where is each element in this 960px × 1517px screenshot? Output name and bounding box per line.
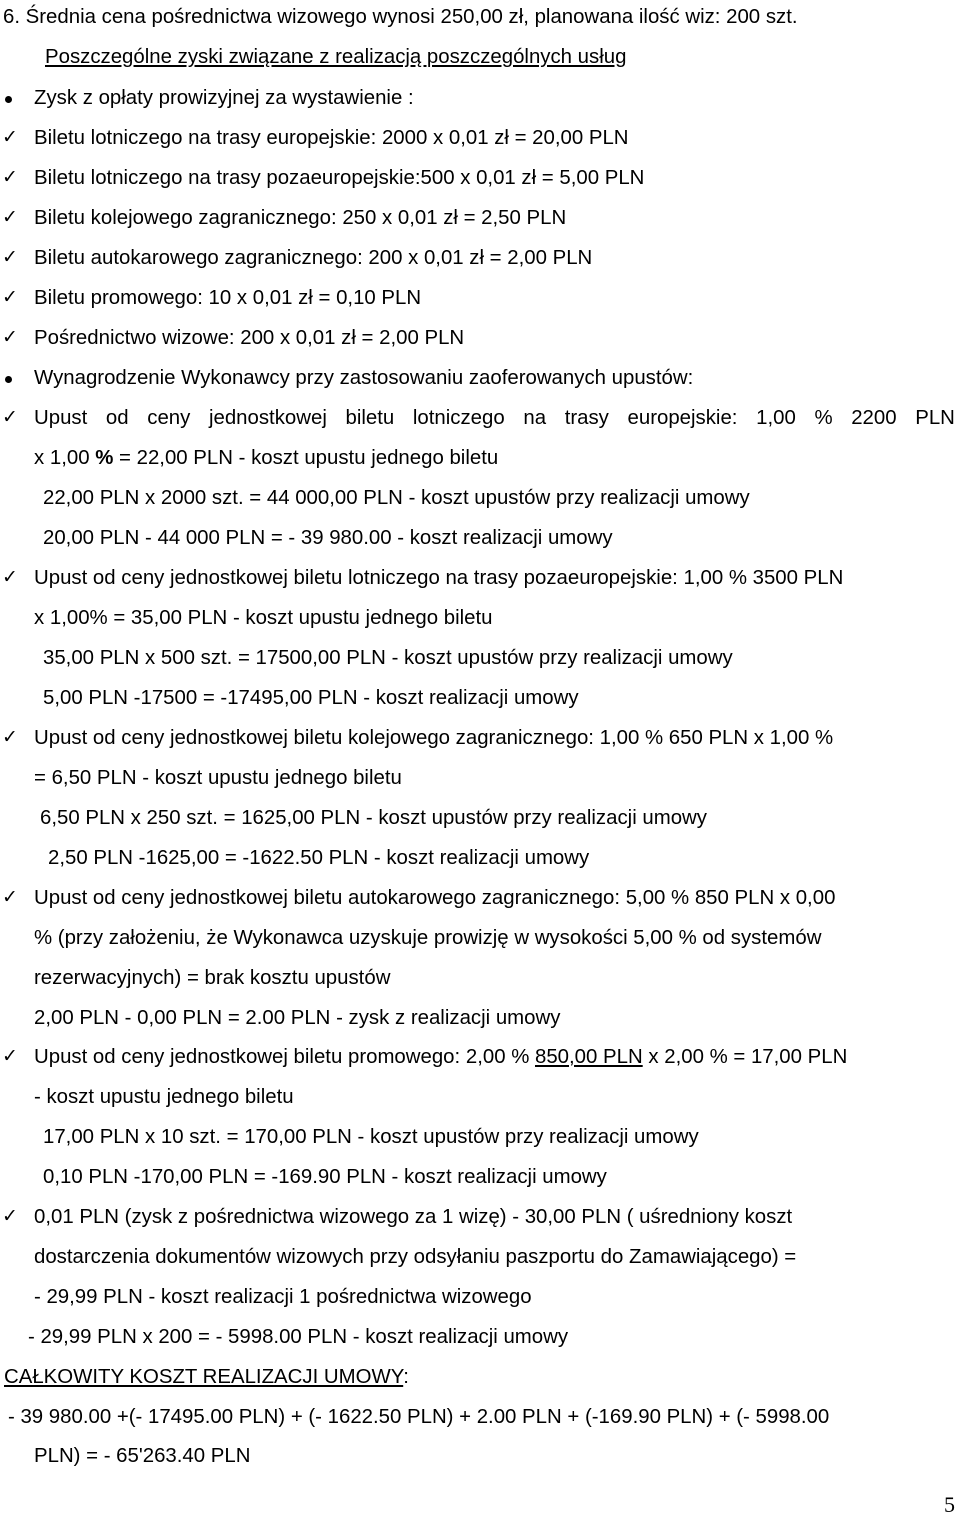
discount-line: Upust od ceny jednostkowej biletu kolejowego zagranicznego: 1,00 % 650 PLN x 1,00 % <box>34 727 834 749</box>
discount-line: Upust od ceny jednostkowej biletu lotniczego na trasy pozaeuropejskie: 1,00 % 3500 PLN <box>34 567 844 589</box>
discount-line: % (przy założeniu, że Wykonawca uzyskuje prowizję w wysokości 5,00 % od systemów <box>34 927 822 949</box>
text-fragment: Upust od ceny jednostkowej biletu promowego: 2,00 % <box>34 1046 535 1068</box>
visa-line: - 29,99 PLN x 200 = - 5998.00 PLN - koszt realizacji umowy <box>28 1326 569 1348</box>
page-number: 5 <box>944 1492 955 1517</box>
check-mark-icon: ✓ <box>2 166 18 188</box>
discount-line: 5,00 PLN -17500 = -17495,00 PLN - koszt realizacji umowy <box>43 687 579 709</box>
word: PLN <box>915 407 955 429</box>
discount-line: 17,00 PLN x 10 szt. = 170,00 PLN - koszt upustów przy realizacji umowy <box>43 1126 699 1148</box>
discount-line: 35,00 PLN x 500 szt. = 17500,00 PLN - koszt upustów przy realizacji umowy <box>43 647 733 669</box>
remuneration-title: Wynagrodzenie Wykonawcy przy zastosowaniu zaoferowanych upustów: <box>34 367 694 389</box>
word: europejskie: <box>627 407 738 429</box>
total-colon: : <box>403 1366 409 1388</box>
commission-title: Zysk z opłaty prowizyjnej za wystawienie : <box>34 87 414 109</box>
check-mark-icon: ✓ <box>2 1205 18 1227</box>
word: trasy <box>564 407 609 429</box>
bullet-icon <box>5 96 12 103</box>
commission-item: Pośrednictwo wizowe: 200 x 0,01 zł = 2,00 PLN <box>34 327 465 349</box>
total-result: PLN) = - 65'263.40 PLN <box>34 1445 251 1467</box>
word: biletu <box>345 407 395 429</box>
discount-line: x 1,00% = 35,00 PLN - koszt upustu jednego biletu <box>34 607 493 629</box>
discount-line: rezerwacyjnych) = brak kosztu upustów <box>34 967 391 989</box>
text-fragment: x 1,00 <box>34 447 96 469</box>
check-mark-icon: ✓ <box>2 326 18 348</box>
discount-line: = 6,50 PLN - koszt upustu jednego biletu <box>34 767 402 789</box>
word: Upust <box>34 407 88 429</box>
discount-line <box>34 1047 847 1067</box>
word: % <box>814 407 833 429</box>
visa-line: - 29,99 PLN - koszt realizacji 1 pośrednictwa wizowego <box>34 1286 532 1308</box>
word: na <box>523 407 547 429</box>
word: lotniczego <box>412 407 505 429</box>
discount-line <box>34 408 955 428</box>
visa-line: dostarczenia dokumentów wizowych przy odsyłaniu paszportu do Zamawiającego) = <box>34 1246 797 1268</box>
check-mark-icon: ✓ <box>2 286 18 308</box>
check-mark-icon: ✓ <box>2 1045 18 1067</box>
word: jednostkowej <box>208 407 327 429</box>
bullet-icon <box>5 376 12 383</box>
discount-line: - koszt upustu jednego biletu <box>34 1086 294 1108</box>
text-fragment: x 2,00 % = 17,00 PLN <box>642 1046 848 1068</box>
text-fragment: = 22,00 PLN - koszt upustu jednego biletu <box>113 447 499 469</box>
check-mark-icon: ✓ <box>2 726 18 748</box>
word: od <box>105 407 129 429</box>
page-heading: 6. Średnia cena pośrednictwa wizowego wynosi 250,00 zł, planowana ilość wiz: 200 szt. <box>3 6 798 28</box>
discount-line: 22,00 PLN x 2000 szt. = 44 000,00 PLN - koszt upustów przy realizacji umowy <box>43 487 750 509</box>
visa-line: 0,01 PLN (zysk z pośrednictwa wizowego za 1 wizę) - 30,00 PLN ( uśredniony koszt <box>34 1206 793 1228</box>
section-subheading: Poszczególne zyski związane z realizacją poszczególnych usług <box>45 46 627 68</box>
word: ceny <box>147 407 191 429</box>
discount-line: 0,10 PLN -170,00 PLN = -169.90 PLN - koszt realizacji umowy <box>43 1166 607 1188</box>
check-mark-icon: ✓ <box>2 886 18 908</box>
commission-item: Biletu lotniczego na trasy pozaeuropejskie:500 x 0,01 zł = 5,00 PLN <box>34 167 645 189</box>
check-mark-icon: ✓ <box>2 126 18 148</box>
total-heading <box>4 1367 409 1387</box>
percent-sign: % <box>95 447 114 469</box>
discount-line <box>34 448 498 468</box>
word: 2200 <box>851 407 897 429</box>
underlined-amount: 850,00 PLN <box>535 1046 643 1068</box>
word: 1,00 <box>756 407 796 429</box>
discount-line: 20,00 PLN - 44 000 PLN = - 39 980.00 - koszt realizacji umowy <box>43 527 613 549</box>
commission-item: Biletu kolejowego zagranicznego: 250 x 0,01 zł = 2,50 PLN <box>34 207 567 229</box>
total-label: CAŁKOWITY KOSZT REALIZACJI UMOWY <box>4 1366 404 1388</box>
check-mark-icon: ✓ <box>2 566 18 588</box>
discount-line: Upust od ceny jednostkowej biletu autokarowego zagranicznego: 5,00 % 850 PLN x 0,00 <box>34 887 836 909</box>
commission-item: Biletu lotniczego na trasy europejskie: 2000 x 0,01 zł = 20,00 PLN <box>34 127 629 149</box>
check-mark-icon: ✓ <box>2 246 18 268</box>
discount-line: 6,50 PLN x 250 szt. = 1625,00 PLN - koszt upustów przy realizacji umowy <box>40 807 707 829</box>
discount-line: 2,50 PLN -1625,00 = -1622.50 PLN - koszt realizacji umowy <box>48 847 590 869</box>
commission-item: Biletu autokarowego zagranicznego: 200 x 0,01 zł = 2,00 PLN <box>34 247 593 269</box>
total-formula: - 39 980.00 +(- 17495.00 PLN) + (- 1622.50 PLN) + 2.00 PLN + (-169.90 PLN) + (- 5998.00 <box>8 1406 830 1428</box>
discount-line: 2,00 PLN - 0,00 PLN = 2.00 PLN - zysk z realizacji umowy <box>34 1007 561 1029</box>
commission-item: Biletu promowego: 10 x 0,01 zł = 0,10 PLN <box>34 287 422 309</box>
check-mark-icon: ✓ <box>2 206 18 228</box>
check-mark-icon: ✓ <box>2 406 18 428</box>
